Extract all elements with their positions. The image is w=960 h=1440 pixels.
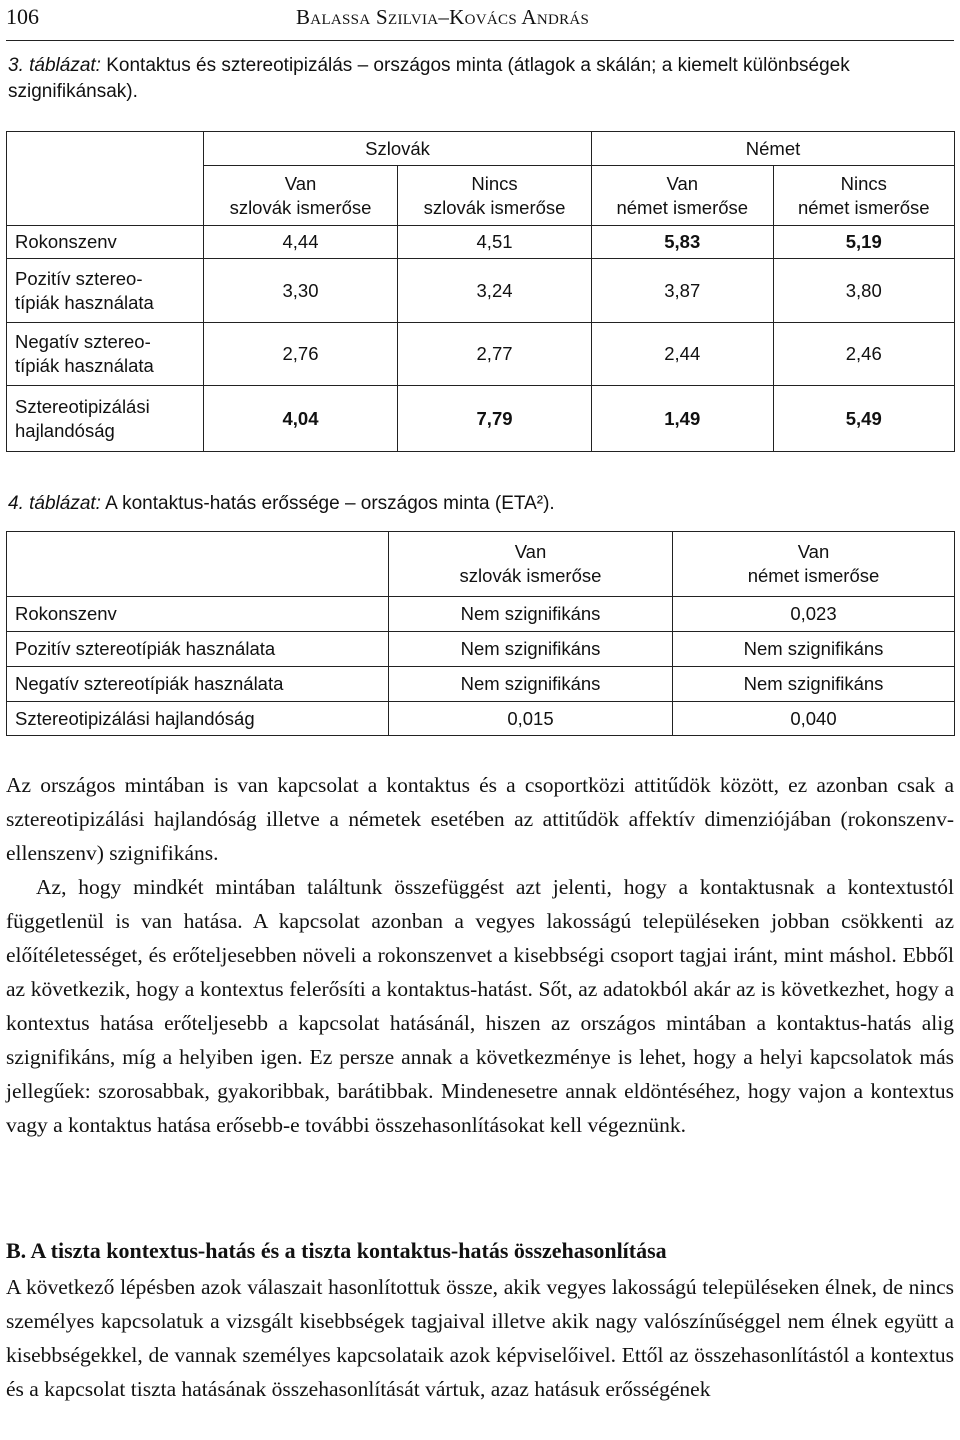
page-number: 106 [6, 4, 39, 29]
table-cell: 2,46 [773, 323, 955, 386]
table-cell-significant: 1,49 [592, 386, 773, 452]
table-cell: 3,24 [398, 259, 592, 323]
table3-column-header: Van német ismerőse [592, 166, 773, 226]
row-label: Sztereotipizálási hajlandóság [7, 386, 204, 452]
table4-caption [8, 491, 954, 517]
table-row [7, 323, 955, 386]
table-cell: 0,040 [673, 702, 955, 736]
table4 [6, 531, 955, 736]
table-cell: 0,015 [389, 702, 673, 736]
table3-column-header: Nincs német ismerőse [773, 166, 955, 226]
row-label: Rokonszenv [7, 226, 204, 259]
paragraph: A következő lépésben azok válaszait hasonlítottuk össze, akik vegyes lakosságú településeken élnek, de nincs személyes kapcsolatuk a vizsgált kisebbségek tagjaival illetve akik nagy valószínűséggel nem élnek együtt a kisebbségekkel, de vannak személyes kapcsolataik azok képviselőivel. Ettől az összehasonlítástól a kontextus és a kapcsolat tiszta hatásának összehasonlítását vártuk, azaz hatásuk erősségének [6, 1275, 954, 1401]
row-label: Negatív sztereo- típiák használata [7, 323, 204, 386]
table-cell: Nem szignifikáns [389, 597, 673, 632]
table-cell: 4,51 [398, 226, 592, 259]
table4-column-header: Van szlovák ismerőse [389, 532, 673, 597]
table-cell: 2,44 [592, 323, 773, 386]
row-label: Negatív sztereotípiák használata [7, 667, 389, 702]
table-cell-significant: 5,19 [773, 226, 955, 259]
table-cell: 3,30 [204, 259, 398, 323]
table3-caption [8, 53, 954, 105]
table3-group-header: Német [592, 132, 955, 166]
table-cell-significant: 5,49 [773, 386, 955, 452]
row-label: Rokonszenv [7, 597, 389, 632]
row-label: Pozitív sztereotípiák használata [7, 632, 389, 667]
table-cell: Nem szignifikáns [389, 667, 673, 702]
table-row [7, 632, 955, 667]
table4-caption-text: A kontaktus-hatás erőssége – országos minta (ETA²). [100, 493, 555, 514]
table3-group-header-row [7, 132, 955, 166]
table-cell: 3,80 [773, 259, 955, 323]
table-cell: Nem szignifikáns [389, 632, 673, 667]
paragraph: Az, hogy mindkét mintában találtunk összefüggést azt jelenti, hogy a kontaktusnak a kontextustól függetlenül is van hatása. A kapcsolat azonban a vegyes lakosságú településeken jobban csökkenti az előítéletességet, és erőteljesebben növeli a rokonszenvet a kisebbségi csoport tagjai iránt, mint máshol. Ebből az következik, hogy a kontextus felerősíti a kontaktus-hatást. Sőt, az adatokból akár az is következhet, hogy a kontextus hatása erőteljesebb a kapcsolat hatásánál, hiszen az országos mintában a kontaktus-hatás alig szignifikáns, míg a helyiben igen. Ez persze annak a következménye is lehet, hogy a helyi kapcsolatok más jellegűek: szorosabbak, gyakoribbak, barátibbak. Mindenesetre annak eldöntéséhez, hogy vajon a kontextus vagy a kontaktus hatása erősebb-e további összehasonlításokat kell végeznünk. [6, 875, 954, 1137]
page-header [6, 0, 954, 41]
table-cell: 2,76 [204, 323, 398, 386]
paragraph: Az országos mintában is van kapcsolat a kontaktus és a csoportközi attitűdök között, ez azonban csak a sztereotipizálási hajlandóság illetve a németek esetében az attitűdök affektív dimenziójában (rokonszenv-ellenszenv) szignifikáns. [6, 773, 954, 865]
table3-caption-text: Kontaktus és sztereotipizálás – országos minta (átlagok a skálán; a kiemelt különbségek szignifikánsak). [8, 55, 850, 102]
table-cell: 2,77 [398, 323, 592, 386]
table4-column-header: Van német ismerőse [673, 532, 955, 597]
table3 [6, 131, 955, 452]
section-heading: B. A tiszta kontextus-hatás és a tiszta kontaktus-hatás összehasonlítása [6, 1238, 667, 1263]
running-title: Balassa Szilvia–Kovács András [296, 5, 590, 29]
table-cell-significant: 4,04 [204, 386, 398, 452]
table3-corner-cell [7, 132, 204, 226]
table-row [7, 386, 955, 452]
table3-caption-label: 3. táblázat: [8, 55, 101, 76]
row-label: Sztereotipizálási hajlandóság [7, 702, 389, 736]
table-cell: 0,023 [673, 597, 955, 632]
table-row [7, 597, 955, 632]
table-row [7, 259, 955, 323]
table-row [7, 702, 955, 736]
row-label: Pozitív sztereo- típiák használata [7, 259, 204, 323]
table-cell: 3,87 [592, 259, 773, 323]
table-cell: Nem szignifikáns [673, 632, 955, 667]
table4-header-row [7, 532, 955, 597]
table3-column-header: Van szlovák ismerőse [204, 166, 398, 226]
table-cell: Nem szignifikáns [673, 667, 955, 702]
table3-group-header: Szlovák [204, 132, 592, 166]
table3-column-header: Nincs szlovák ismerőse [398, 166, 592, 226]
section-body [6, 1270, 954, 1406]
table-row [7, 667, 955, 702]
table-cell: 4,44 [204, 226, 398, 259]
table-cell-significant: 5,83 [592, 226, 773, 259]
body-text [6, 768, 954, 1142]
table4-caption-label: 4. táblázat: [8, 493, 101, 514]
table4-corner-cell [7, 532, 389, 597]
table-cell-significant: 7,79 [398, 386, 592, 452]
table-row [7, 226, 955, 259]
